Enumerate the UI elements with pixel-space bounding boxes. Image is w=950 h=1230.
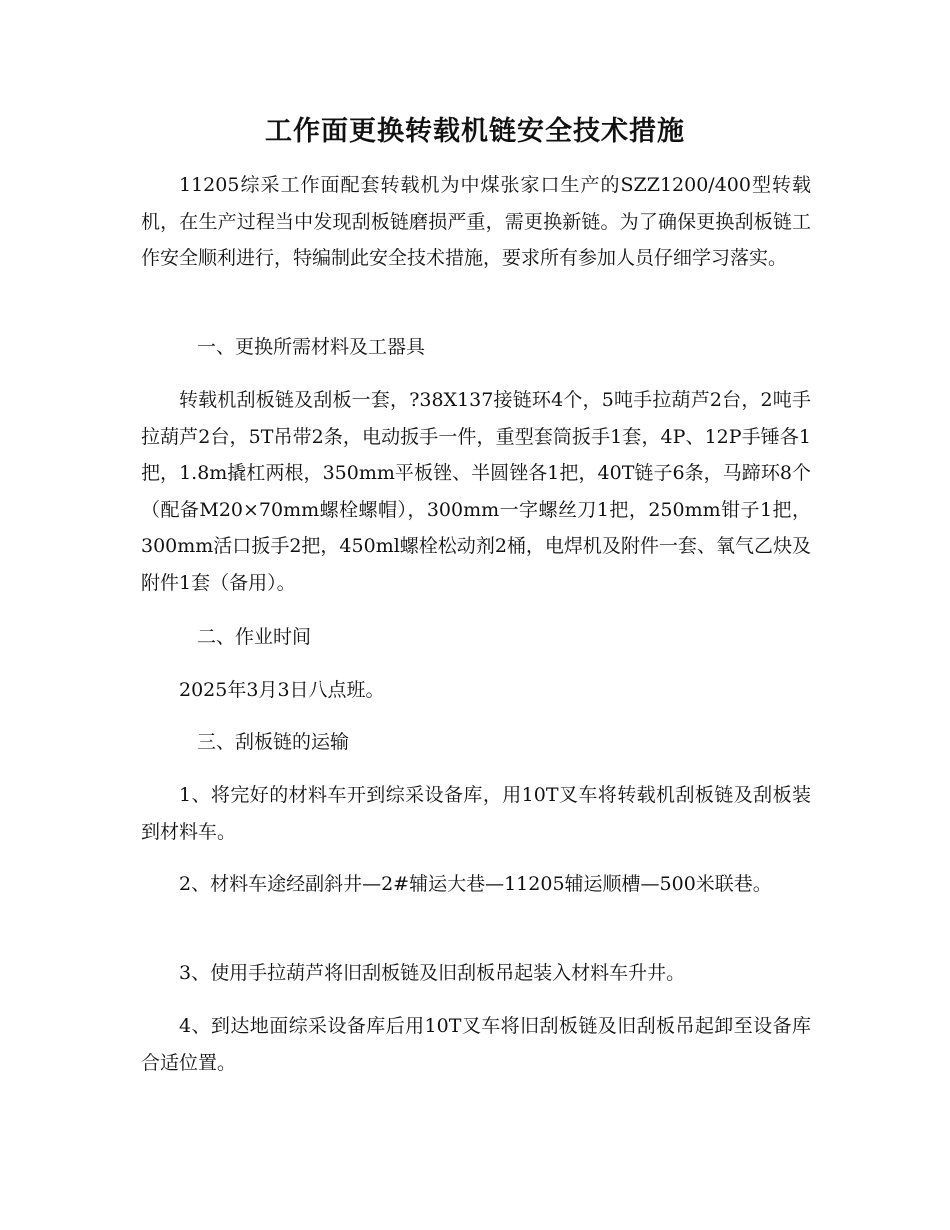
section1-body: 转载机刮板链及刮板一套，?38X137接链环4个，5吨手拉葫芦2台，2吨手拉葫芦2台，5T吊带2条，电动扳手一件，重型套筒扳手1套，4P、12P手锤各1把，1.8m撬杠两根，350mm平板锉、半圆锉各1把，40T链子6条，马蹄环8个（配备M20×70mm螺栓螺帽），300mm一字螺丝刀1把，250mm钳子1把，300mm活口扳手2把，450ml螺栓松动剂2桶，电焊机及附件一套、氧气乙炔及附件1套（备用）。 — [141, 389, 811, 594]
document-title: 工作面更换转载机链安全技术措施 — [265, 116, 685, 147]
section3-item-1: 1、将完好的材料车开到综采设备库，用10T叉车将转载机刮板链及刮板装到材料车。 — [141, 784, 811, 843]
section3-item-4: 4、到达地面综采设备库后用10T叉车将旧刮板链及旧刮板吊起卸至设备库合适位置。 — [141, 1015, 811, 1074]
section2-body: 2025年3月3日八点班。 — [179, 679, 385, 701]
section3-item-3: 3、使用手拉葫芦将旧刮板链及旧刮板吊起装入材料车升井。 — [179, 962, 686, 984]
section3-item-2: 2、材料车途经副斜井—2#辅运大巷—11205辅运顺槽—500米联巷。 — [179, 873, 772, 895]
section2-heading: 二、作业时间 — [197, 626, 312, 648]
intro-paragraph: 11205综采工作面配套转载机为中煤张家口生产的SZZ1200/400型转载机，在生产过程当中发现刮板链磨损严重，需更换新链。为了确保更换刮板链工作安全顺利进行，特编制此安全技术措施，要求所有参加人员仔细学习落实。 — [141, 174, 811, 269]
section1-heading: 一、更换所需材料及工器具 — [197, 336, 426, 358]
section3-heading: 三、刮板链的运输 — [197, 731, 350, 753]
